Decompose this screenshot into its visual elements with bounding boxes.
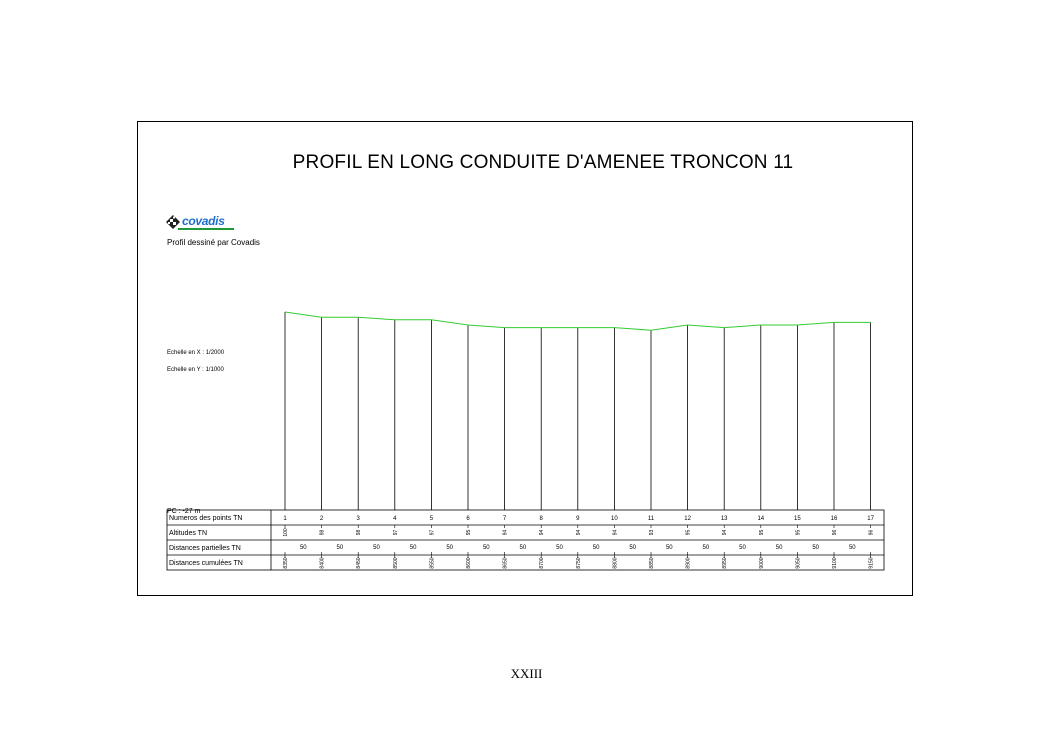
table-row-label-numbers: Numeros des points TN [169, 515, 243, 522]
altitude-label: 97 [429, 529, 436, 536]
partial-distance-label: 50 [665, 545, 673, 551]
altitude-label: 95 [466, 529, 472, 536]
table-row-label-partial: Distances partielles TN [169, 545, 241, 552]
point-number-label: 12 [684, 516, 691, 522]
altitude-label: 98 [319, 529, 326, 536]
partial-distance-label: 50 [848, 545, 856, 551]
altitude-label: 94 [612, 529, 619, 536]
table-row-label-cumulative: Distances cumulées TN [169, 560, 243, 567]
altitude-label: 100 [283, 528, 289, 537]
cumulative-distance-label: 8500 [392, 557, 399, 569]
partial-distance-label: 50 [812, 545, 820, 551]
point-number-label: 15 [794, 516, 801, 522]
cumulative-distance-label: 8650 [502, 557, 509, 569]
point-number-label: 14 [757, 516, 765, 522]
altitude-label: 94 [502, 529, 509, 536]
cumulative-distance-label: 9050 [795, 557, 802, 569]
point-number-label: 9 [576, 516, 580, 522]
partial-distance-label: 50 [373, 545, 380, 551]
cumulative-distance-label: 8550 [429, 557, 436, 569]
cumulative-distance-label: 8800 [612, 557, 619, 569]
ground-profile-line [285, 312, 871, 330]
point-number-label: 13 [720, 516, 728, 522]
drawing-sheet [137, 121, 913, 596]
scale-y-label: Echelle en Y : 1/1000 [167, 367, 224, 373]
partial-distance-label: 50 [702, 545, 710, 551]
cumulative-distance-label: 9100 [832, 557, 838, 569]
altitude-label: 95 [685, 529, 692, 536]
partial-distance-label: 50 [556, 545, 563, 551]
partial-distance-label: 50 [592, 545, 600, 551]
cumulative-distance-label: 8850 [649, 557, 655, 569]
point-number-label: 16 [830, 516, 838, 522]
cumulative-distance-label: 9000 [758, 557, 765, 569]
point-number-label: 7 [502, 516, 507, 522]
point-number-label: 5 [429, 516, 434, 522]
cumulative-distance-label: 8450 [356, 557, 363, 569]
credit-text: Profil dessiné par Covadis [167, 238, 260, 247]
drawing-title: PROFIL EN LONG CONDUITE D'AMENEE TRONCON 11 [292, 152, 794, 173]
partial-distance-label: 50 [519, 545, 527, 551]
point-number-label: 3 [356, 516, 360, 522]
partial-distance-label: 50 [739, 545, 746, 551]
partial-distance-label: 50 [629, 545, 637, 551]
altitude-label: 98 [356, 529, 363, 536]
cumulative-distance-label: 8700 [539, 557, 546, 569]
reference-plane-label: PC : -27 m [167, 508, 201, 515]
cumulative-distance-label: 8400 [319, 557, 326, 569]
altitude-label: 96 [832, 529, 838, 536]
cumulative-distance-label: 8750 [575, 557, 582, 569]
cumulative-distance-label: 8900 [685, 557, 692, 569]
table-row-label-altitudes: Altitudes TN [169, 530, 207, 537]
altitude-label: 97 [392, 529, 399, 536]
partial-distance-label: 50 [446, 545, 454, 551]
page-number: XXIII [510, 666, 543, 681]
point-number-label: 11 [647, 516, 655, 522]
point-number-label: 2 [319, 516, 324, 522]
profile-chart [138, 122, 914, 597]
logo-wordmark: covadis [182, 214, 225, 228]
point-number-label: 6 [466, 516, 470, 522]
altitude-label: 94 [722, 529, 729, 536]
point-number-label: 8 [539, 516, 543, 522]
partial-distance-label: 50 [336, 545, 344, 551]
altitude-label: 94 [539, 529, 546, 536]
partial-distance-label: 50 [409, 545, 417, 551]
cumulative-distance-label: 8350 [283, 557, 289, 569]
altitude-label: 95 [758, 529, 765, 536]
scale-x-label: Echelle en X : 1/2000 [167, 350, 225, 356]
point-number-label: 1 [283, 516, 287, 522]
partial-distance-label: 50 [299, 545, 307, 551]
cumulative-distance-label: 9150 [868, 557, 875, 569]
point-number-label: 10 [611, 516, 618, 522]
cumulative-distance-label: 8950 [722, 557, 729, 569]
partial-distance-label: 50 [482, 545, 490, 551]
altitude-label: 96 [868, 529, 875, 536]
point-number-label: 4 [393, 516, 397, 522]
altitude-label: 93 [649, 529, 655, 536]
cumulative-distance-label: 8600 [466, 557, 472, 569]
partial-distance-label: 50 [775, 545, 783, 551]
altitude-label: 95 [795, 529, 802, 536]
altitude-label: 94 [575, 529, 582, 536]
point-number-label: 17 [867, 516, 874, 522]
